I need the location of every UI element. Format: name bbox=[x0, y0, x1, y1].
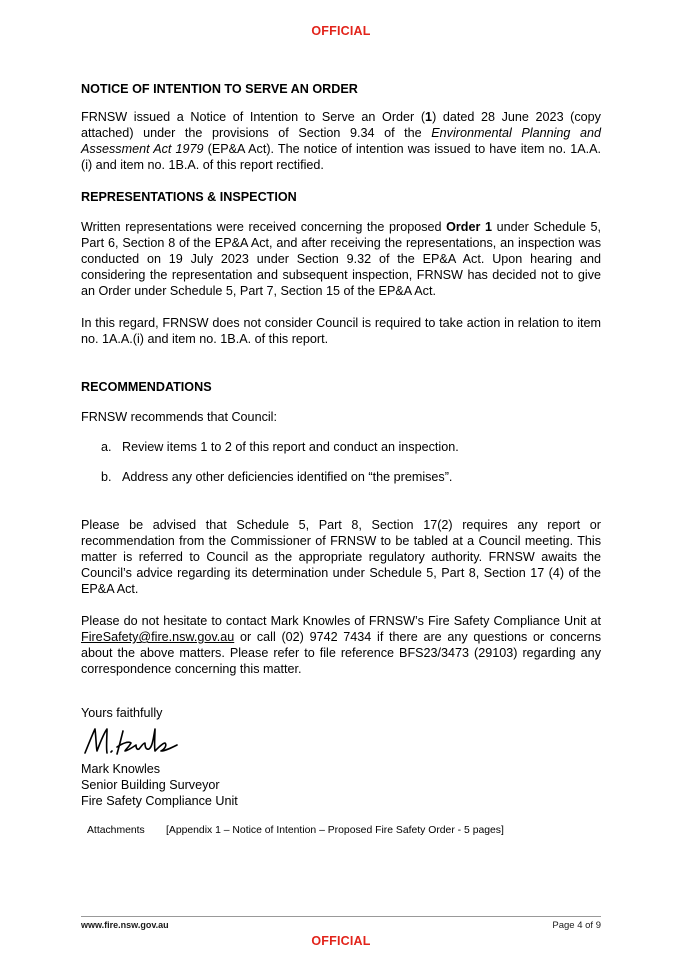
list-item: a. Review items 1 to 2 of this report and conduct an inspection. bbox=[101, 440, 459, 454]
recommendations-list bbox=[81, 439, 601, 485]
representations-heading: REPRESENTATIONS & INSPECTION bbox=[81, 190, 297, 204]
closing: Yours faithfully bbox=[81, 706, 163, 720]
representations-paragraph: Written representations were received concerning the proposed Order 1 under Schedule 5, Part 6, Section 8 of the EP&A Act, and after receiving the representations, an inspection was conducted on 19 July 2023 under Section 9.32 of the EP&A Act. Upon hearing and considering the representation and subsequent inspection, FRNSW has decided not to give an Order under Schedule 5, Part 7, Section 15 of the EP&A Act. bbox=[81, 220, 601, 298]
notice-paragraph: FRNSW issued a Notice of Intention to Serve an Order (1) dated 28 June 2023 (copy attached) under the provisions of Section 9.34 of the Environmental Planning and Assessment Act 1979 (EP&A Act). The notice of intention was issued to have item no. 1A.A.(i) and item no. 1B.A. of this report rectified. bbox=[81, 110, 601, 172]
classification-header: OFFICIAL bbox=[311, 24, 371, 38]
footer-website: www.fire.nsw.gov.au bbox=[81, 920, 169, 930]
document-body bbox=[81, 81, 601, 839]
signatory-name: Mark Knowles bbox=[81, 762, 161, 776]
signatory-unit: Fire Safety Compliance Unit bbox=[81, 794, 238, 808]
notice-heading: NOTICE OF INTENTION TO SERVE AN ORDER bbox=[81, 82, 358, 96]
representations-conclusion: In this regard, FRNSW does not consider Council is required to take action in relation to item no. 1A.A.(i) and item no. 1B.A. of this report. bbox=[81, 316, 601, 346]
advice-paragraph: Please be advised that Schedule 5, Part 8, Section 17(2) requires any report or recommendation from the Commissioner of FRNSW to be tabled at a Council meeting. This matter is referred to Council as the appropriate regulatory authority. FRNSW awaits the Council’s advice regarding its determination under Schedule 5, Part 8, Section 17 (4) of the EP&A Act. bbox=[81, 518, 601, 596]
recommendations-intro: FRNSW recommends that Council: bbox=[81, 410, 277, 424]
signature-block bbox=[81, 705, 601, 809]
list-item: b. Address any other deficiencies identified on “the premises”. bbox=[101, 470, 453, 484]
attachments-line bbox=[81, 823, 601, 839]
classification-footer: OFFICIAL bbox=[311, 934, 371, 948]
signatory-title: Senior Building Surveyor bbox=[81, 778, 220, 792]
page-number: Page 4 of 9 bbox=[552, 920, 601, 931]
recommendations-heading: RECOMMENDATIONS bbox=[81, 380, 212, 394]
contact-paragraph: Please do not hesitate to contact Mark Knowles of FRNSW’s Fire Safety Compliance Unit at FireSafety@fire.nsw.gov.au or call (02) 9742 7434 if there are any questions or concerns about the above matters. Please refer to file reference BFS23/3473 (29103) regarding any correspondence concerning this matter. bbox=[81, 614, 601, 676]
footer-divider bbox=[81, 916, 601, 917]
attachments-text: [Appendix 1 – Notice of Intention – Proposed Fire Safety Order - 5 pages] bbox=[166, 825, 504, 836]
signature-image bbox=[81, 723, 211, 759]
attachments-label: Attachments bbox=[87, 825, 145, 836]
email-link[interactable]: FireSafety@fire.nsw.gov.au bbox=[81, 630, 235, 644]
